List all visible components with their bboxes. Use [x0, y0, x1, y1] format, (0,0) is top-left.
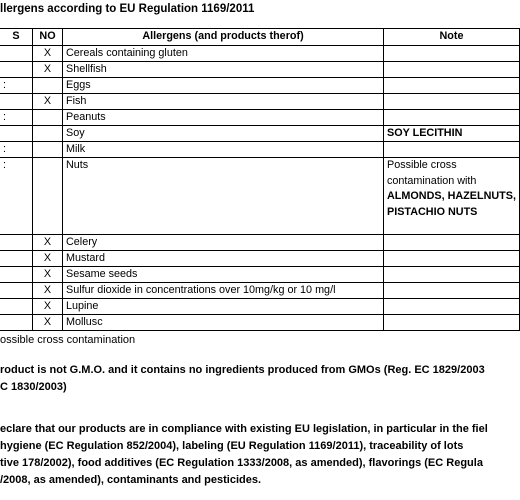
table-row — [0, 251, 520, 267]
yes-cell: : — [0, 110, 33, 126]
allergens-table — [0, 28, 520, 331]
no-cell: X — [33, 251, 63, 267]
compliance-line: hygiene (EC Regulation 852/2004), labeling (EU Regulation 1169/2011), traceability of lots — [0, 440, 464, 452]
table-row — [0, 299, 520, 315]
note-cell — [384, 299, 520, 315]
no-cell: X — [33, 94, 63, 110]
compliance-line: eclare that our products are in compliance with existing EU legislation, in particular in the fiel — [0, 423, 488, 435]
note-cell — [384, 283, 520, 299]
allergen-cell: Mollusc — [63, 315, 384, 331]
note-cell — [384, 235, 520, 251]
yes-cell — [0, 235, 33, 251]
allergen-cell: Peanuts — [63, 110, 384, 126]
table-row — [0, 78, 520, 94]
document-title: llergens according to EU Regulation 1169/2011 — [0, 3, 255, 15]
yes-cell: : — [0, 142, 33, 158]
table-row — [0, 315, 520, 331]
allergen-cell: Sesame seeds — [63, 267, 384, 283]
yes-cell — [0, 267, 33, 283]
note-cell — [384, 46, 520, 62]
allergen-cell: Fish — [63, 94, 384, 110]
no-cell — [33, 142, 63, 158]
allergen-cell: Nuts — [63, 158, 384, 235]
note-cell: SOY LECITHIN — [384, 126, 520, 142]
no-cell — [33, 110, 63, 126]
no-cell: X — [33, 315, 63, 331]
no-cell: X — [33, 46, 63, 62]
no-cell — [33, 126, 63, 142]
allergen-cell: Soy — [63, 126, 384, 142]
no-cell — [33, 78, 63, 94]
table-row — [0, 62, 520, 78]
allergen-cell: Cereals containing gluten — [63, 46, 384, 62]
table-row — [0, 267, 520, 283]
yes-cell — [0, 46, 33, 62]
no-cell: X — [33, 267, 63, 283]
note-cell — [384, 315, 520, 331]
yes-cell — [0, 315, 33, 331]
compliance-line: /2008, as amended), contaminants and pesticides. — [0, 474, 262, 486]
table-row — [0, 126, 520, 142]
legend-text: ossible cross contamination — [0, 334, 136, 346]
col-allergen-header: Allergens (and products therof) — [63, 29, 384, 46]
yes-cell — [0, 62, 33, 78]
table-row — [0, 46, 520, 62]
table-header-row — [0, 29, 520, 46]
yes-cell — [0, 251, 33, 267]
table-row — [0, 158, 520, 235]
note-cell — [384, 78, 520, 94]
table-row — [0, 283, 520, 299]
note-plain-text: Possible cross contamination with — [387, 159, 477, 187]
yes-cell: : — [0, 78, 33, 94]
col-no-header: NO — [33, 29, 63, 46]
col-note-header: Note — [384, 29, 520, 46]
yes-cell — [0, 283, 33, 299]
table-row — [0, 235, 520, 251]
allergen-cell: Lupine — [63, 299, 384, 315]
no-cell: X — [33, 235, 63, 251]
table-row — [0, 94, 520, 110]
yes-cell — [0, 94, 33, 110]
no-cell: X — [33, 299, 63, 315]
compliance-line: tive 178/2002), food additives (EC Regulation 1333/2008, as amended), flavorings (EC Regula — [0, 457, 483, 469]
yes-cell — [0, 299, 33, 315]
no-cell: X — [33, 62, 63, 78]
allergen-cell: Sulfur dioxide in concentrations over 10mg/kg or 10 mg/l — [63, 283, 384, 299]
note-cell — [384, 267, 520, 283]
note-bold-text: ALMONDS, HAZELNUTS, PISTACHIO NUTS — [387, 190, 516, 218]
gmo-statement — [0, 362, 485, 396]
allergen-cell: Milk — [63, 142, 384, 158]
note-cell — [384, 62, 520, 78]
yes-cell — [0, 126, 33, 142]
yes-cell: : — [0, 158, 33, 235]
no-cell: X — [33, 283, 63, 299]
table-row — [0, 142, 520, 158]
allergen-cell: Celery — [63, 235, 384, 251]
table-row — [0, 110, 520, 126]
gmo-line: roduct is not G.M.O. and it contains no ingredients produced from GMOs (Reg. EC 1829/2003 — [0, 364, 485, 376]
allergen-cell: Eggs — [63, 78, 384, 94]
note-cell — [384, 142, 520, 158]
compliance-statement — [0, 421, 488, 489]
note-cell — [384, 94, 520, 110]
note-cell — [384, 110, 520, 126]
col-yes-header: S — [0, 29, 33, 46]
gmo-line: C 1830/2003) — [0, 381, 67, 393]
no-cell — [33, 158, 63, 235]
note-cell — [384, 158, 520, 235]
allergen-cell: Mustard — [63, 251, 384, 267]
allergen-cell: Shellfish — [63, 62, 384, 78]
note-cell — [384, 251, 520, 267]
